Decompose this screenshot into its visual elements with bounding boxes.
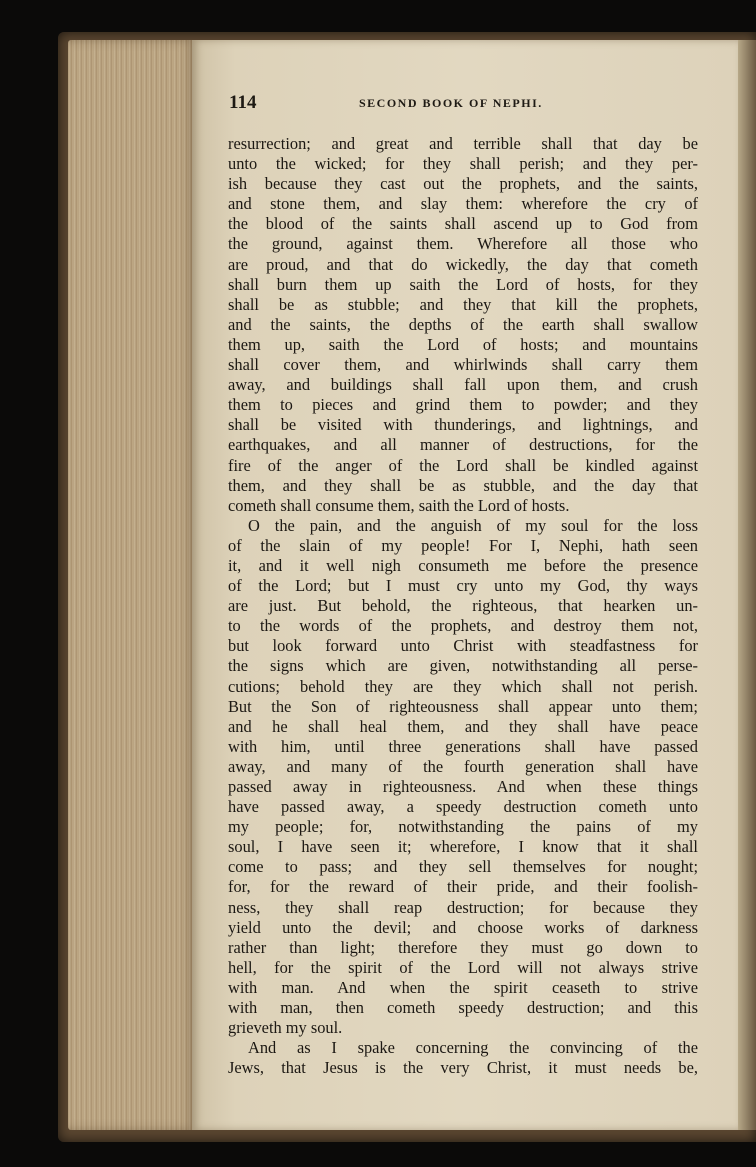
text-line: of the slain of my people! For I, Nephi, hath seen bbox=[228, 535, 698, 555]
text-line: them, and they shall be as stubble, and the day that bbox=[228, 475, 698, 495]
text-line: for, for the reward of their pride, and their foolish- bbox=[228, 877, 698, 897]
text-line: shall be visited with thunderings, and lightnings, and bbox=[228, 415, 698, 435]
text-line: my people; for, notwithstanding the pains of my bbox=[228, 817, 698, 837]
text-line: with man, then cometh speedy destruction; and this bbox=[228, 998, 698, 1018]
text-line: Jews, that Jesus is the very Christ, it must needs be, bbox=[228, 1058, 698, 1078]
text-line: hell, for the spirit of the Lord will not always strive bbox=[228, 957, 698, 977]
text-line: And as I spake concerning the convincing of the bbox=[248, 1038, 698, 1058]
text-line: But the Son of righteousness shall appear unto them; bbox=[228, 696, 698, 716]
text-line: shall be as stubble; and they that kill the prophets, bbox=[228, 294, 698, 314]
text-line: the signs which are given, notwithstanding all perse- bbox=[228, 656, 698, 676]
text-line: soul, I have seen it; wherefore, I know that it shall bbox=[228, 837, 698, 857]
text-line: with man. And when the spirit ceaseth to strive bbox=[228, 977, 698, 997]
text-line: to the words of the prophets, and destroy them not, bbox=[228, 616, 698, 636]
text-line: it, and it well nigh consumeth me before the presence bbox=[228, 555, 698, 575]
text-line: are proud, and that do wickedly, the day that cometh bbox=[228, 254, 698, 274]
text-line: cometh shall consume them, saith the Lord of hosts. bbox=[228, 495, 570, 515]
text-line: grieveth my soul. bbox=[228, 1018, 343, 1038]
running-title: SECOND BOOK OF NEPHI. bbox=[359, 96, 543, 110]
text-line: shall burn them up saith the Lord of hosts, for they bbox=[228, 274, 698, 294]
text-line: of the Lord; but I must cry unto my God, thy ways bbox=[228, 576, 698, 596]
text-line: away, and buildings shall fall upon them, and crush bbox=[228, 375, 698, 395]
text-line: resurrection; and great and terrible shall that day be bbox=[228, 134, 698, 153]
body-text bbox=[228, 134, 698, 1078]
page-number: 114 bbox=[229, 92, 257, 113]
text-line: them to pieces and grind them to powder; and they bbox=[228, 395, 698, 415]
text-line: with him, until three generations shall have passed bbox=[228, 736, 698, 756]
page-header bbox=[229, 92, 699, 116]
text-line: away, and many of the fourth generation shall have bbox=[228, 756, 698, 776]
text-line: earthquakes, and all manner of destructions, for the bbox=[228, 435, 698, 455]
text-line: shall cover them, and whirlwinds shall carry them bbox=[228, 355, 698, 375]
text-line: but look forward unto Christ with steadfastness for bbox=[228, 636, 698, 656]
text-line: O the pain, and the anguish of my soul for the loss bbox=[248, 515, 698, 535]
text-line: and the saints, the depths of the earth shall swallow bbox=[228, 314, 698, 334]
text-line: unto the wicked; for they shall perish; and they per- bbox=[228, 154, 698, 174]
text-line: yield unto the devil; and choose works of darkness bbox=[228, 917, 698, 937]
text-line: ish because they cast out the prophets, and the saints, bbox=[228, 174, 698, 194]
text-line: passed away in righteousness. And when these things bbox=[228, 777, 698, 796]
text-line: and stone them, and slay them: wherefore the cry of bbox=[228, 194, 698, 214]
page-edges bbox=[68, 40, 196, 1130]
text-line: the blood of the saints shall ascend up to God from bbox=[228, 214, 698, 234]
text-line: the ground, against them. Wherefore all those who bbox=[228, 234, 698, 254]
text-line: cutions; behold they are they which shall not perish. bbox=[228, 676, 698, 696]
text-line: rather than light; therefore they must go down to bbox=[228, 937, 698, 957]
text-line: have passed away, a speedy destruction cometh unto bbox=[228, 797, 698, 817]
text-line: them up, saith the Lord of hosts; and mountains bbox=[228, 334, 698, 354]
text-line: are just. But behold, the righteous, that hearken un- bbox=[228, 596, 698, 616]
right-page-edge bbox=[738, 40, 756, 1130]
text-line: fire of the anger of the Lord shall be kindled against bbox=[228, 455, 698, 475]
text-line: ness, they shall reap destruction; for because they bbox=[228, 897, 698, 917]
text-line: and he shall heal them, and they shall have peace bbox=[228, 716, 698, 736]
text-line: come to pass; and they sell themselves for nought; bbox=[228, 857, 698, 877]
